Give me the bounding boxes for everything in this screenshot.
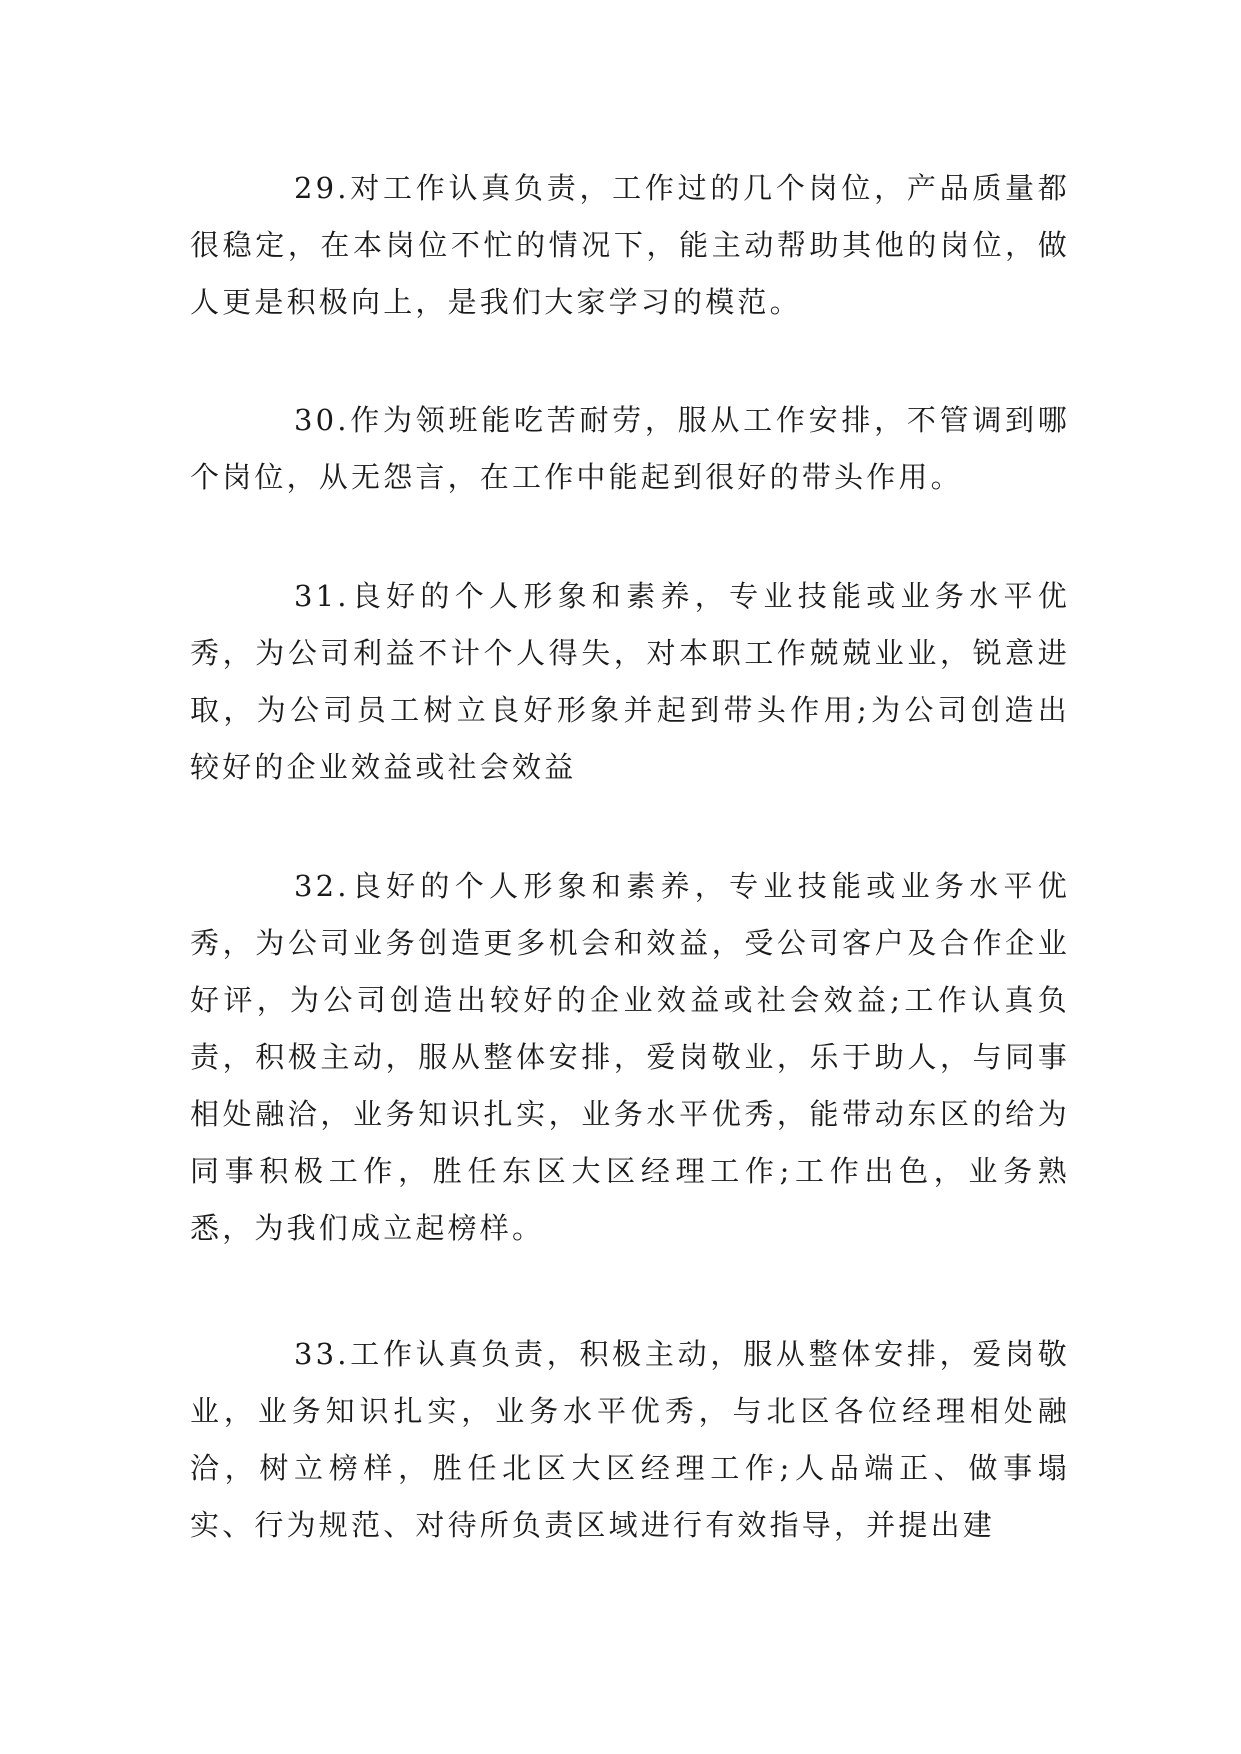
paragraph-32: 32.良好的个人形象和素养，专业技能或业务水平优秀，为公司业务创造更多机会和效益，受公司客户及合作企业好评，为公司创造出较好的企业效益或社会效益;工作认真负责，积极主动，服从整体安排，爱岗敬业，乐于助人，与同事相处融洽，业务知识扎实，业务水平优秀，能带动东区的给为同事积极工作，胜任东区大区经理工作;工作出色，业务熟悉，为我们成立起榜样。: [190, 869, 1070, 1245]
paragraph-31: 31.良好的个人形象和素养，专业技能或业务水平优秀，为公司利益不计个人得失，对本职工作兢兢业业，锐意进取，为公司员工树立良好形象并起到带头作用;为公司创造出较好的企业效益或社会效益: [190, 579, 1070, 784]
paragraph-30: 30.作为领班能吃苦耐劳，服从工作安排，不管调到哪个岗位，从无怨言，在工作中能起到很好的带头作用。: [190, 403, 1070, 494]
paragraph-29: 29.对工作认真负责，工作过的几个岗位，产品质量都很稳定，在本岗位不忙的情况下，能主动帮助其他的岗位，做人更是积极向上，是我们大家学习的模范。: [190, 171, 1070, 319]
paragraph-33: 33.工作认真负责，积极主动，服从整体安排，爱岗敬业，业务知识扎实，业务水平优秀，与北区各位经理相处融洽，树立榜样，胜任北区大区经理工作;人品端正、做事塌实、行为规范、对待所负责区域进行有效指导，并提出建: [190, 1337, 1070, 1542]
